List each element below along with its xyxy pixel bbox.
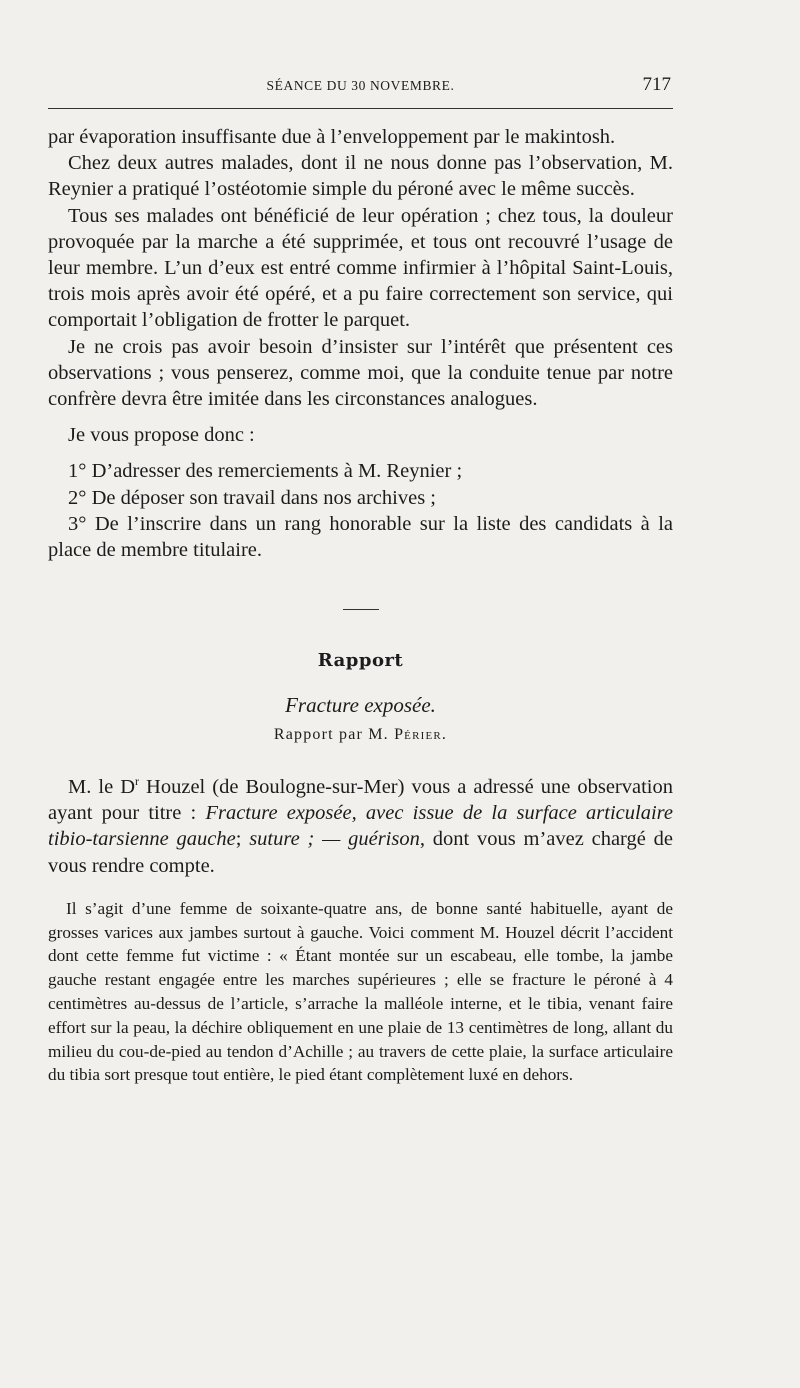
byline [48, 726, 673, 744]
report-intro [48, 768, 673, 879]
paragraph: Je ne crois pas avoir besoin d’insister sur l’intérêt que présentent ces observations ; vous penserez, comme moi, que la conduite tenue par notre confrère devra être imitée dans les circonstances analogues. [48, 335, 673, 411]
paragraph: Je vous propose donc : [68, 424, 255, 447]
intro-text: ; [235, 828, 250, 851]
body-text [48, 124, 673, 1087]
paragraph: Tous ses malades ont bénéficié de leur opération ; chez tous, la douleur provoquée par la marche a été supprimée, et tous ont recouvré l’usage de leur membre. L’un d’eux est entré comme infirmier à l’hôpital Saint-Louis, trois mois après avoir été opéré, et a pu faire correctement son service, qui comportait l’obligation de frotter le parquet. [48, 204, 673, 332]
title-abbrev-sup: r [135, 774, 140, 789]
case-description: Il s’agit d’une femme de soixante-quatre ans, de bonne santé habituelle, ayant de grosses varices aux jambes surtout à gauche. Voici comment M. Houzel décrit l’accident dont cette femme fut victime : « Étant montée sur un escabeau, elle tombe, la jambe gauche restant engagée entre les marches supérieures ; elle se fracture le péroné à 4 centimètres au-dessus de l’article, s’arrache la malléole interne, et le tibia, venant faire effort sur la peau, la déchire obliquement en une plaie de 13 centimètres de long, allant du milieu du cou-de-pied au tendon d’Achille ; au travers de cette plaie, la surface articulaire du tibia sort presque tout entière, le pied étant complètement luxé en dehors. [48, 898, 673, 1085]
observation-title: Fracture exposée, avec issue de la surface articulaire tibio-tarsienne gauche [48, 802, 673, 851]
observation-outcome: suture ; — guérison [249, 828, 420, 851]
list-item: 2° De déposer son travail dans nos archives ; [68, 486, 436, 509]
proposal-list [48, 458, 673, 563]
section-title: Rapport [317, 650, 404, 672]
paragraph: Chez deux autres malades, dont il ne nous donne pas l’observation, M. Reynier a pratiqué l’ostéotomie simple du péroné avec le même succès. [48, 152, 673, 201]
running-head: SÉANCE DU 30 NOVEMBRE. [266, 78, 455, 93]
section-subtitle: Fracture exposée. [285, 693, 436, 718]
byline-prefix: Rapport par M. [273, 726, 389, 744]
header-rule [48, 108, 673, 109]
list-item: 3° De l’inscrire dans un rang honorable sur la liste des candidats à la place de membre titulaire. [48, 512, 673, 562]
paragraph: par évaporation insuffisante due à l’enveloppement par le makintosh. [48, 126, 616, 148]
intro-text: M. le D [68, 776, 136, 799]
section-divider [343, 609, 379, 610]
author-name: Périer. [394, 726, 448, 744]
page-header [48, 74, 673, 100]
list-item: 1° D’adresser des remerciements à M. Reynier ; [68, 460, 463, 483]
page-number: 717 [642, 74, 671, 95]
intro-text: Houzel (de Boulogne-sur-Mer) vous a adressé une observation ayant pour titre : [48, 776, 673, 825]
page [48, 0, 673, 1388]
intro-text: , dont vous m’avez chargé de vous rendre compte. [48, 828, 673, 877]
